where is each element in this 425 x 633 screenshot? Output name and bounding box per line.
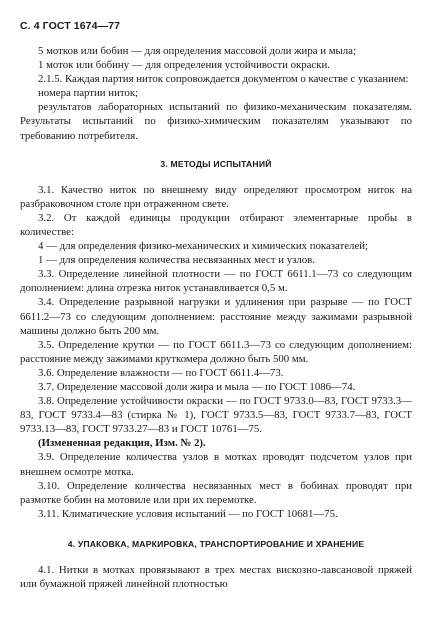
paragraph: 3.4. Определение разрывной нагрузки и удлинения при разрыве — по ГОСТ 6611.2—73 со следующим дополнением: расстояние между зажимами разрывной машины должно быть 200 мм. — [20, 296, 412, 337]
document-body — [20, 44, 412, 591]
paragraph: 1 моток или бобину — для определения устойчивости окраски. — [38, 59, 330, 72]
paragraph: 3.8. Определение устойчивости окраски — по ГОСТ 9733.0—83, ГОСТ 9733.3—83, ГОСТ 9733.4—83 (стирка № 1), ГОСТ 9733.5—83, ГОСТ 9733.7—83, ГОСТ 9733.13—83, ГОСТ 9733.27—83 и ГОСТ 10761—75. — [20, 395, 412, 436]
amendment-note: (Измененная редакция, Изм. № 2). — [38, 437, 206, 450]
paragraph: 3.9. Определение количества узлов в мотках проводят подсчетом узлов при внешнем осмотре мотка. — [20, 451, 412, 478]
section-heading-packaging: 4. УПАКОВКА, МАРКИРОВКА, ТРАНСПОРТИРОВАНИЕ И ХРАНЕНИЕ — [67, 538, 365, 549]
paragraph: 4.1. Нитки в мотках провязывают в трех местах вискозно-лавсановой пряжей или бумажной пряжей линейной плотностью — [20, 563, 412, 590]
paragraph: 3.1. Качество ниток по внешнему виду определяют просмотром ниток на разбраковочном столе при отраженном свете. — [20, 183, 412, 210]
paragraph: 2.1.5. Каждая партия ниток сопровождается документом о качестве с указанием: — [38, 73, 409, 86]
paragraph: 3.10. Определение количества несвязанных мест в бобинах проводят при размотке бобин на мотовиле или при их перемотке. — [20, 479, 412, 506]
paragraph: 3.6. Определение влажности — по ГОСТ 6611.4—73. — [38, 366, 284, 379]
paragraph: 1 — для определения количества несвязанных мест и узлов. — [38, 254, 315, 267]
paragraph: 4 — для определения физико-механических и химических показателей; — [38, 240, 369, 253]
paragraph: 5 мотков или бобин — для определения массовой доли жира и мыла; — [38, 45, 356, 57]
paragraph: 3.7. Определение массовой доли жира и мыла — по ГОСТ 1086—74. — [38, 380, 356, 393]
paragraph: 3.11. Климатические условия испытаний — по ГОСТ 10681—75. — [38, 507, 338, 520]
section-heading-methods: 3. МЕТОДЫ ИСПЫТАНИЙ — [160, 158, 272, 169]
paragraph: номера партии ниток; — [38, 87, 139, 100]
page-header: С. 4 ГОСТ 1674—77 — [20, 20, 121, 32]
paragraph: 3.3. Определение линейной плотности — по ГОСТ 6611.1—73 со следующим дополнением: длина отрезка ниток устанавливается 0,5 м. — [20, 268, 412, 295]
paragraph: 3.2. От каждой единицы продукции отбирают элементарные пробы в количестве: — [20, 211, 412, 238]
paragraph: 3.5. Определение крутки — по ГОСТ 6611.3—73 со следующим дополнением: расстояние между зажимами круткомера должно быть 500 мм. — [20, 338, 412, 365]
paragraph: результатов лабораторных испытаний по физико-механическим показателям. Результаты испытаний по физико-химическим показателям указывают по требованию потребителя. — [20, 101, 412, 142]
